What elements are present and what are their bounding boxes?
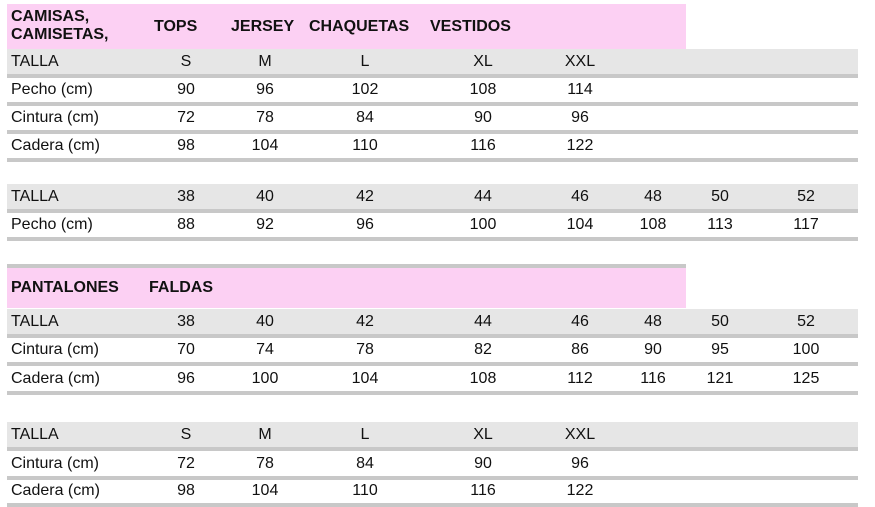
table-cell: 50 [711,188,729,205]
table-cell: 52 [797,313,815,330]
table-cell: 110 [352,482,378,499]
row-label: TALLA [11,53,59,70]
table-cell: 114 [567,81,593,98]
row-label: Cintura (cm) [11,109,100,126]
table-cell: 96 [571,109,589,126]
table-cell: 74 [256,341,274,358]
table-cell: 96 [256,81,274,98]
table-cell: 116 [470,137,496,154]
row-label: TALLA [11,426,59,443]
table-cell: 96 [356,216,374,233]
row-label: Cadera (cm) [11,370,100,387]
row-label: TALLA [11,313,59,330]
table-cell: 86 [571,341,589,358]
row-divider [7,391,858,395]
row-label: Pecho (cm) [11,81,93,98]
header-tops: TOPS [154,18,198,35]
row-label: Cadera (cm) [11,482,100,499]
table-cell: L [360,426,370,443]
header-camisas: CAMISAS, CAMISETAS, [11,8,109,43]
table-cell: 113 [707,216,733,233]
header-vestidos: VESTIDOS [430,18,511,35]
table-cell: 44 [474,313,492,330]
table-cell: 108 [469,81,497,98]
section-header-pantalones [7,268,686,308]
table-cell: 122 [566,482,594,499]
table-cell: 100 [792,341,820,358]
table-cell: 104 [351,370,379,387]
section-header-tops [7,4,686,49]
table-cell: 48 [644,188,662,205]
table-cell: 90 [644,341,662,358]
table-cell: M [258,426,272,443]
table-cell: XXL [564,53,596,70]
table-cell: 116 [640,370,666,387]
table-cell: XL [473,426,493,443]
table-cell: 84 [356,455,374,472]
header-faldas: FALDAS [149,279,213,296]
table-cell: 98 [177,482,195,499]
header-jersey: JERSEY [231,18,295,35]
table-cell: 42 [356,188,374,205]
table-row [7,366,858,393]
table-cell: 112 [567,370,593,387]
table-cell: 95 [711,341,729,358]
table-cell: 90 [474,109,492,126]
size-header-row [7,309,858,336]
row-divider [7,237,858,241]
table-cell: 44 [474,188,492,205]
table-cell: 88 [177,216,195,233]
table-cell: 116 [470,482,496,499]
table-row [7,77,858,104]
size-header-row [7,184,858,211]
table-cell: 90 [177,81,195,98]
row-divider [7,503,858,507]
table-cell: 38 [177,313,195,330]
table-cell: 40 [256,188,274,205]
table-cell: 104 [251,482,279,499]
table-cell: 38 [177,188,195,205]
table-cell: 104 [251,137,279,154]
table-cell: 96 [177,370,195,387]
table-row [7,337,858,364]
row-divider [7,158,858,162]
table-cell: 46 [571,313,589,330]
table-row [7,105,858,132]
row-label: TALLA [11,188,59,205]
table-cell: 117 [793,216,819,233]
table-row [7,133,858,160]
table-cell: 50 [711,313,729,330]
table-cell: 96 [571,455,589,472]
table-cell: 108 [639,216,667,233]
table-cell: 78 [256,455,274,472]
table-cell: S [180,426,192,443]
table-cell: 48 [644,313,662,330]
table-cell: 70 [177,341,195,358]
table-row [7,212,858,239]
table-row [7,451,858,478]
row-label: Pecho (cm) [11,216,93,233]
table-cell: 110 [352,137,378,154]
row-label: Cintura (cm) [11,341,100,358]
table-cell: 121 [706,370,734,387]
header-pantalones: PANTALONES [11,279,119,296]
row-label: Cintura (cm) [11,455,100,472]
table-cell: 40 [256,313,274,330]
table-cell: XXL [564,426,596,443]
table-cell: 108 [469,370,497,387]
table-cell: 42 [356,313,374,330]
table-cell: L [360,53,370,70]
table-cell: 98 [177,137,195,154]
table-cell: M [258,53,272,70]
table-cell: 46 [571,188,589,205]
table-cell: 100 [251,370,279,387]
size-header-row [7,49,858,76]
table-cell: 104 [566,216,594,233]
row-label: Cadera (cm) [11,137,100,154]
table-cell: 72 [177,455,195,472]
table-cell: 78 [256,109,274,126]
table-cell: 90 [474,455,492,472]
table-cell: S [180,53,192,70]
table-cell: 84 [356,109,374,126]
table-cell: 82 [474,341,492,358]
table-cell: 72 [177,109,195,126]
table-cell: 122 [566,137,594,154]
table-cell: XL [473,53,493,70]
table-cell: 78 [356,341,374,358]
table-cell: 100 [469,216,497,233]
size-header-row [7,422,858,449]
table-cell: 92 [256,216,274,233]
header-chaquetas: CHAQUETAS [309,18,410,35]
table-cell: 102 [351,81,379,98]
table-cell: 52 [797,188,815,205]
table-cell: 125 [792,370,820,387]
